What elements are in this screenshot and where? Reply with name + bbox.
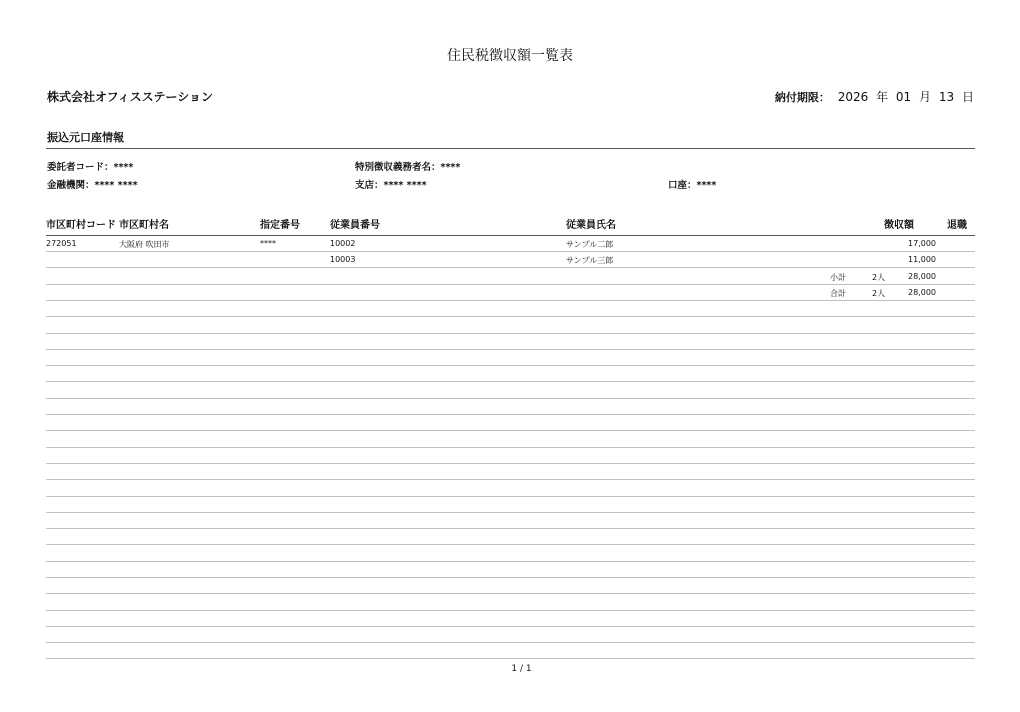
deadline-day: 13 [938, 90, 955, 104]
header-employee-name: 従業員氏名 [566, 220, 616, 231]
deadline-year: 2026 [837, 90, 869, 104]
deadline-label: 納付期限： [774, 91, 830, 104]
cell-designation-no: **** [260, 239, 276, 248]
row-divider [46, 561, 975, 562]
deadline-month: 01 [895, 90, 912, 104]
row-divider [46, 300, 975, 301]
section-divider [46, 148, 975, 149]
row-divider [46, 414, 975, 415]
cell-employee-name: サンプル三郎 [566, 256, 614, 265]
table-header-divider [46, 235, 975, 236]
row-divider [46, 496, 975, 497]
cell-city-name: 大阪府 吹田市 [119, 240, 170, 249]
row-divider [46, 593, 975, 594]
company-name: 株式会社オフィスステーション [47, 90, 213, 104]
row-divider [46, 642, 975, 643]
row-divider [46, 430, 975, 431]
row-divider [46, 610, 975, 611]
row-divider [46, 284, 975, 285]
subtotal-count: 2人 [872, 273, 886, 282]
cell-employee-no: 10003 [330, 255, 356, 264]
row-divider [46, 251, 975, 252]
row-divider [46, 316, 975, 317]
header-employee-no: 従業員番号 [330, 220, 380, 231]
header-retired: 退職 [947, 220, 967, 231]
row-divider [46, 658, 975, 659]
header-city-name: 市区町村名 [119, 220, 169, 231]
header-amount: 徴収額 [884, 220, 914, 231]
row-divider [46, 349, 975, 350]
row-divider [46, 528, 975, 529]
branch-name: 支店：**** **** [355, 180, 427, 191]
cell-amount: 11,000 [908, 255, 936, 264]
special-obligor-name: 特別徴収義務者名：**** [355, 162, 461, 173]
cell-employee-no: 10002 [330, 239, 356, 248]
row-divider [46, 447, 975, 448]
row-divider [46, 398, 975, 399]
total-count: 2人 [872, 289, 886, 298]
account-number: 口座：**** [668, 180, 717, 191]
total-amount: 28,000 [908, 288, 936, 297]
cell-city-code: 272051 [46, 239, 77, 248]
row-divider [46, 463, 975, 464]
row-divider [46, 333, 975, 334]
page-title: 住民税徴収額一覧表 [447, 48, 573, 64]
total-label: 合計 [830, 289, 846, 298]
row-divider [46, 479, 975, 480]
row-divider [46, 381, 975, 382]
row-divider [46, 512, 975, 513]
row-divider [46, 577, 975, 578]
subtotal-amount: 28,000 [908, 272, 936, 281]
cell-amount: 17,000 [908, 239, 936, 248]
cell-employee-name: サンプル二郎 [566, 240, 614, 249]
page-number: 1 / 1 [511, 664, 532, 674]
row-divider [46, 365, 975, 366]
consignor-code: 委託者コード：**** [47, 162, 134, 173]
subtotal-label: 小計 [830, 273, 846, 282]
row-divider [46, 626, 975, 627]
payment-deadline [771, 88, 974, 105]
row-divider [46, 544, 975, 545]
deadline-month-unit: 月 [919, 90, 932, 104]
deadline-day-unit: 日 [961, 90, 974, 104]
row-divider [46, 267, 975, 268]
account-section-title: 振込元口座情報 [47, 131, 124, 144]
deadline-year-unit: 年 [876, 90, 889, 104]
header-city-code: 市区町村コード [46, 220, 116, 231]
bank-name: 金融機関：**** **** [47, 180, 138, 191]
header-designation-no: 指定番号 [260, 220, 300, 231]
